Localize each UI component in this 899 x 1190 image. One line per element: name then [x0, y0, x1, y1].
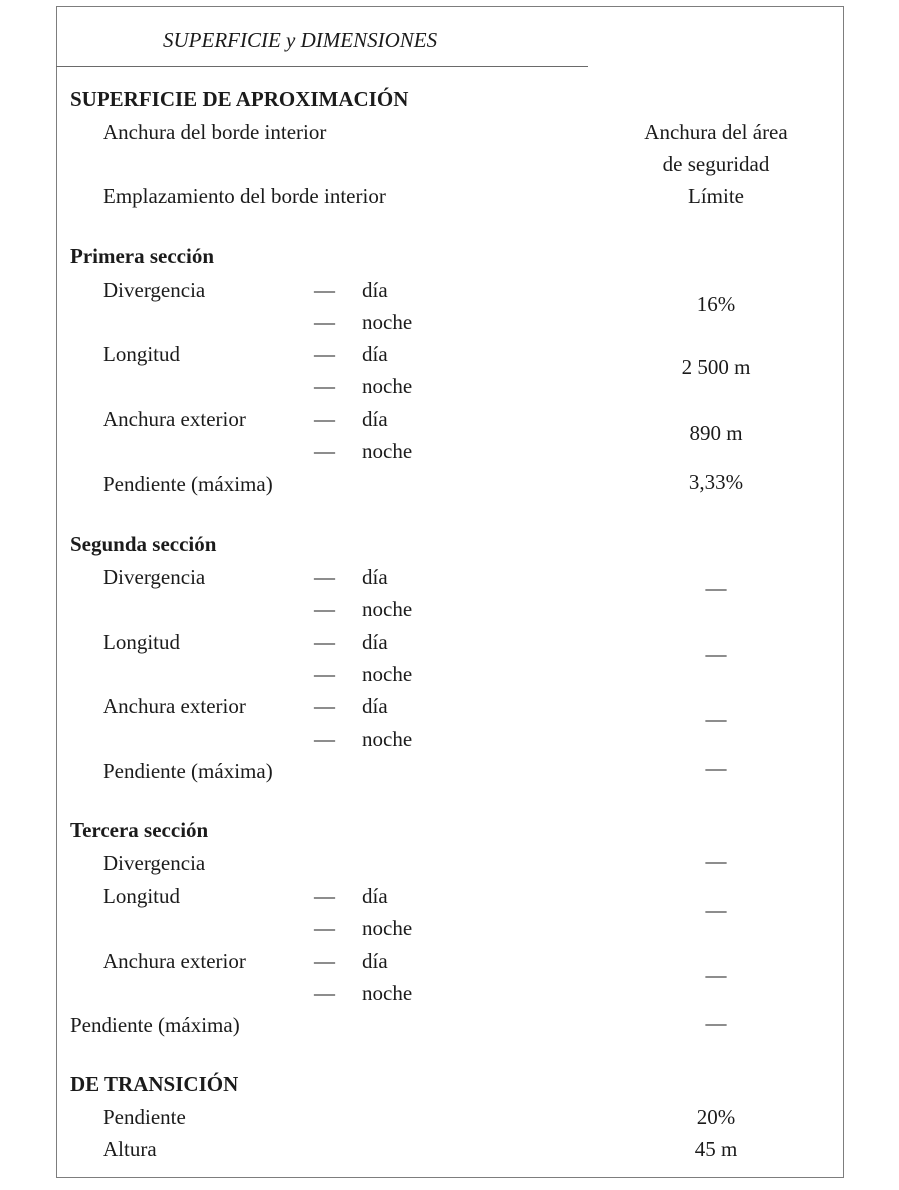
section-title-third: Tercera sección — [70, 818, 209, 842]
section-title-transition: DE TRANSICIÓN — [70, 1072, 239, 1096]
qualifier-noche: noche — [362, 727, 413, 751]
value-first-longitud: 2 500 m — [681, 355, 751, 379]
row-label-divergencia: Divergencia — [103, 565, 206, 589]
section-title-second: Segunda sección — [70, 532, 217, 556]
dash: — — [314, 407, 335, 431]
value-first-divergencia: 16% — [696, 292, 736, 316]
value-second-longitud: — — [705, 642, 727, 666]
qualifier-dia: día — [362, 342, 388, 366]
value-third-longitud: — — [705, 898, 727, 922]
value-second-divergencia: — — [705, 576, 727, 600]
value-transition-altura: 45 m — [694, 1137, 738, 1161]
qualifier-noche: noche — [362, 310, 413, 334]
row-label-pendiente: Pendiente (máxima) — [103, 759, 273, 783]
dash: — — [314, 439, 335, 463]
value-first-pendiente: 3,33% — [688, 470, 744, 494]
qualifier-noche: noche — [362, 597, 413, 621]
value-third-divergencia: — — [705, 849, 727, 873]
qualifier-dia: día — [362, 565, 388, 589]
section-title-approach: SUPERFICIE DE APROXIMACIÓN — [70, 87, 409, 111]
qualifier-dia: día — [362, 949, 388, 973]
dash: — — [314, 597, 335, 621]
row-label-longitud: Longitud — [103, 342, 180, 366]
dash: — — [314, 278, 335, 302]
qualifier-dia: día — [362, 694, 388, 718]
qualifier-noche: noche — [362, 662, 413, 686]
row-label-anchura-exterior: Anchura exterior — [103, 407, 246, 431]
dash: — — [314, 916, 335, 940]
value-transition-pendiente: 20% — [696, 1105, 736, 1129]
dash: — — [314, 949, 335, 973]
row-label-longitud: Longitud — [103, 884, 180, 908]
dash: — — [314, 565, 335, 589]
table-caption: SUPERFICIE y DIMENSIONES — [163, 28, 438, 52]
dash: — — [314, 662, 335, 686]
inner-edge-width-label: Anchura del borde interior — [103, 120, 327, 144]
dash: — — [314, 310, 335, 334]
column-header-line-3: Límite — [688, 184, 744, 208]
qualifier-noche: noche — [362, 981, 413, 1005]
qualifier-noche: noche — [362, 374, 413, 398]
dash: — — [314, 630, 335, 654]
qualifier-dia: día — [362, 278, 388, 302]
row-label-pendiente: Pendiente (máxima) — [70, 1013, 240, 1037]
value-second-anchura-exterior: — — [705, 707, 727, 731]
row-label-divergencia: Divergencia — [103, 851, 206, 875]
header-divider — [56, 66, 588, 67]
dash: — — [314, 981, 335, 1005]
row-label-transition-pendiente: Pendiente — [103, 1105, 186, 1129]
row-label-divergencia: Divergencia — [103, 278, 206, 302]
row-label-anchura-exterior: Anchura exterior — [103, 694, 246, 718]
qualifier-noche: noche — [362, 439, 413, 463]
inner-edge-location-label: Emplazamiento del borde interior — [103, 184, 386, 208]
dash: — — [314, 727, 335, 751]
row-label-longitud: Longitud — [103, 630, 180, 654]
column-header-line-1: Anchura del área — [644, 120, 788, 144]
section-title-first: Primera sección — [70, 244, 215, 268]
column-header-line-2: de seguridad — [662, 152, 770, 176]
value-first-anchura-exterior: 890 m — [689, 421, 743, 445]
qualifier-noche: noche — [362, 916, 413, 940]
dash: — — [314, 694, 335, 718]
qualifier-dia: día — [362, 630, 388, 654]
dash: — — [314, 884, 335, 908]
row-label-anchura-exterior: Anchura exterior — [103, 949, 246, 973]
row-label-altura: Altura — [103, 1137, 157, 1161]
dash: — — [314, 342, 335, 366]
value-third-pendiente: — — [705, 1011, 727, 1035]
qualifier-dia: día — [362, 884, 388, 908]
dash: — — [314, 374, 335, 398]
value-second-pendiente: — — [705, 756, 727, 780]
value-third-anchura-exterior: — — [705, 963, 727, 987]
qualifier-dia: día — [362, 407, 388, 431]
row-label-pendiente: Pendiente (máxima) — [103, 472, 273, 496]
